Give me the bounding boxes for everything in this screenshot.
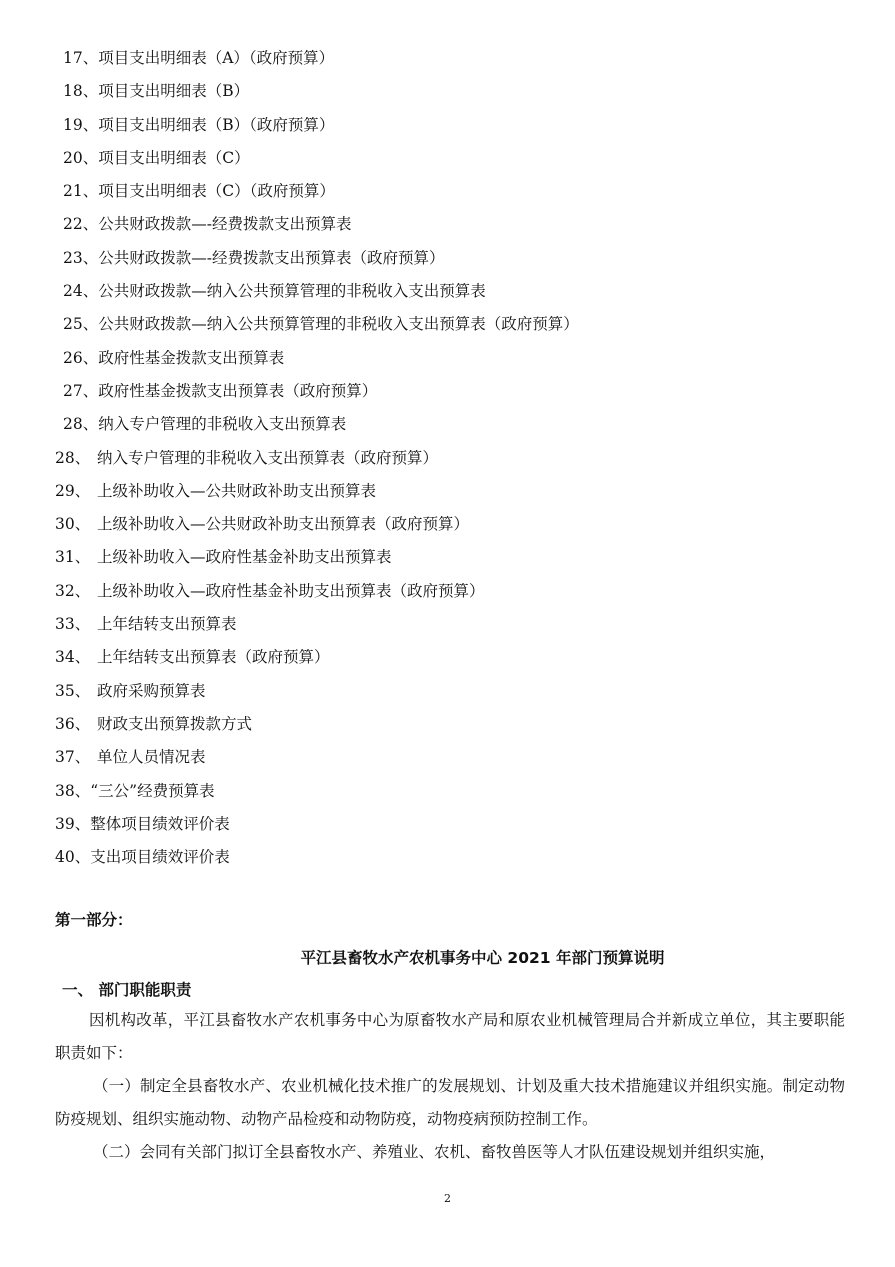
toc-item-number: 40、 [55, 848, 91, 867]
page-number: 2 [444, 1192, 451, 1205]
toc-item-text: 政府性基金拨款支出预算表 [98, 348, 285, 367]
toc-item-text: 公共财政拨款—-经费拨款支出预算表 [98, 215, 352, 234]
toc-item-number: 38、 [55, 781, 91, 800]
toc-item [0, 242, 895, 275]
table-of-contents [0, 42, 895, 874]
document-title: 平江县畜牧水产农机事务中心 2021 年部门预算说明 [300, 949, 665, 967]
toc-item-number: 17、 [63, 49, 99, 67]
toc-item-text: 项目支出明细表（B） [98, 82, 250, 101]
toc-item-number: 22、 [63, 215, 99, 234]
toc-item-text: 公共财政拨款—纳入公共预算管理的非税收入支出预算表（政府预算） [98, 315, 579, 334]
toc-item-number: 23、 [63, 248, 99, 267]
toc-item-number: 28、 [63, 415, 99, 434]
toc-item-number: 33、 [55, 615, 91, 634]
toc-item [0, 841, 895, 874]
toc-item-number: 28、 [55, 448, 91, 467]
toc-item-text: 纳入专户管理的非税收入支出预算表 [98, 415, 347, 434]
toc-item [0, 109, 895, 142]
toc-item [0, 408, 895, 441]
toc-item-number: 21、 [63, 182, 99, 201]
toc-item-number: 25、 [63, 315, 99, 334]
toc-item [0, 508, 895, 541]
toc-item-number: 39、 [55, 814, 91, 833]
toc-item-number: 37、 [55, 748, 91, 767]
toc-item-text: 公共财政拨款—纳入公共预算管理的非税收入支出预算表 [98, 282, 486, 301]
toc-item-number: 35、 [55, 681, 91, 700]
toc-item [0, 808, 895, 841]
toc-item [0, 741, 895, 774]
toc-item [0, 641, 895, 674]
toc-item [0, 375, 895, 408]
toc-item [0, 708, 895, 741]
toc-item [0, 608, 895, 641]
toc-item [0, 541, 895, 574]
body-paragraph: 因机构改革，平江县畜牧水产农机事务中心为原畜牧水产局和原农业机械管理局合并新成立单位，其主要职能职责如下： [55, 1011, 845, 1062]
toc-item-number: 26、 [63, 348, 99, 367]
toc-item-text: 政府采购预算表 [97, 681, 206, 700]
toc-item-text: 公共财政拨款—-经费拨款支出预算表（政府预算） [98, 248, 445, 267]
toc-item-number: 24、 [63, 282, 99, 301]
part-label: 第一部分： [55, 911, 133, 929]
toc-item-number: 31、 [55, 548, 91, 567]
section-heading: 一、 部门职能职责 [62, 981, 192, 999]
toc-item-text: 项目支出明细表（B）（政府预算） [98, 115, 335, 134]
toc-item-text: 上级补助收入—政府性基金补助支出预算表 [97, 548, 392, 567]
toc-item-number: 20、 [63, 148, 99, 167]
toc-item-text: 整体项目绩效评价表 [90, 814, 230, 833]
toc-item [0, 308, 895, 341]
toc-item-text: 项目支出明细表（A）（政府预算） [98, 49, 335, 67]
toc-item [0, 175, 895, 208]
toc-item-number: 27、 [63, 381, 99, 400]
toc-item-text: 纳入专户管理的非税收入支出预算表（政府预算） [97, 448, 439, 467]
toc-item [0, 775, 895, 808]
toc-item-number: 32、 [55, 581, 91, 600]
toc-item-text: 项目支出明细表（C） [98, 148, 250, 167]
toc-item-text: “三公”经费预算表 [90, 781, 215, 800]
toc-item [0, 75, 895, 108]
toc-item [0, 342, 895, 375]
toc-item [0, 475, 895, 508]
toc-item [0, 442, 895, 475]
toc-item-text: 上级补助收入—公共财政补助支出预算表 [97, 481, 377, 500]
toc-item-number: 30、 [55, 515, 91, 534]
toc-item-text: 项目支出明细表（C）（政府预算） [98, 182, 335, 201]
toc-item-text: 政府性基金拨款支出预算表（政府预算） [98, 381, 378, 400]
toc-item-number: 19、 [63, 115, 99, 134]
toc-item [0, 675, 895, 708]
toc-item-text: 上级补助收入—政府性基金补助支出预算表（政府预算） [97, 581, 485, 600]
toc-item-text: 上级补助收入—公共财政补助支出预算表（政府预算） [97, 515, 470, 534]
toc-item [0, 575, 895, 608]
toc-item-text: 支出项目绩效评价表 [90, 848, 230, 867]
toc-item [0, 42, 895, 75]
toc-item-text: 单位人员情况表 [97, 748, 206, 767]
toc-item-text: 上年结转支出预算表 [97, 615, 237, 634]
toc-item-text: 上年结转支出预算表（政府预算） [97, 648, 330, 667]
body-paragraph: （一）制定全县畜牧水产、农业机械化技术推广的发展规划、计划及重大技术措施建议并组织实施。制定动物防疫规划、组织实施动物、动物产品检疫和动物防疫，动物疫病预防控制工作。 [55, 1077, 845, 1128]
toc-item [0, 142, 895, 175]
body-paragraph: （二）会同有关部门拟订全县畜牧水产、养殖业、农机、畜牧兽医等人才队伍建设规划并组织实施， [93, 1143, 776, 1161]
toc-item-number: 18、 [63, 82, 99, 101]
toc-item [0, 275, 895, 308]
toc-item-text: 财政支出预算拨款方式 [97, 714, 253, 733]
toc-item-number: 34、 [55, 648, 91, 667]
toc-item-number: 36、 [55, 714, 91, 733]
toc-item-number: 29、 [55, 481, 91, 500]
toc-item [0, 208, 895, 241]
